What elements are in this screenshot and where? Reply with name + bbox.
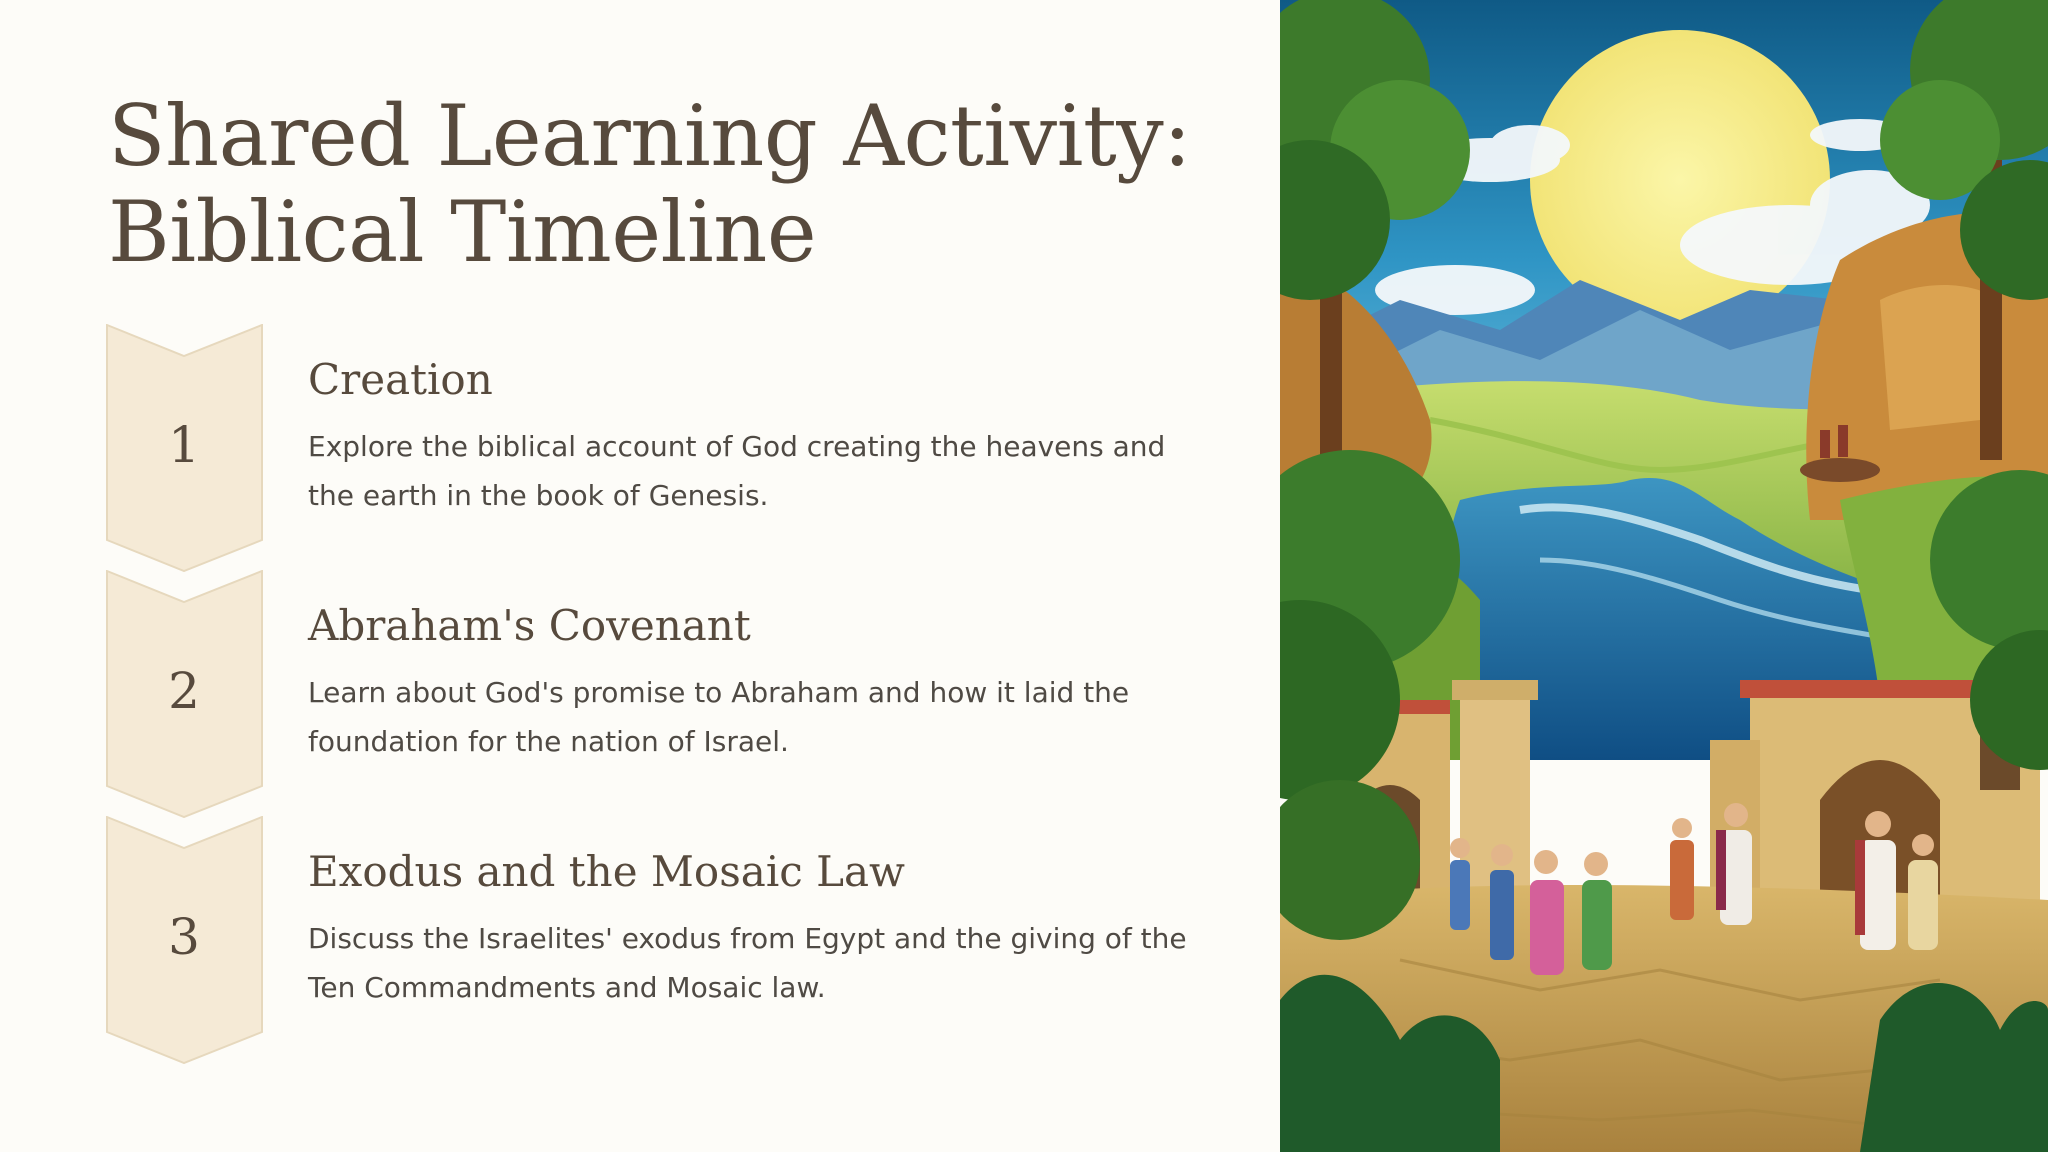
title-line-2: Biblical Timeline xyxy=(108,183,817,281)
step-title: Abraham's Covenant xyxy=(308,601,751,650)
step-description: Discuss the Israelites' exodus from Egypt and the giving of the Ten Commandments and Mosaic law. xyxy=(308,922,1187,1004)
step-description: Learn about God's promise to Abraham and how it laid the foundation for the nation of Israel. xyxy=(308,676,1130,758)
timeline-step-1 xyxy=(106,324,1206,570)
illustration-image xyxy=(1280,0,2048,1152)
title-line-1: Shared Learning Activity: xyxy=(108,87,1191,185)
step-description: Explore the biblical account of God creating the heavens and the earth in the book of Genesis. xyxy=(308,430,1166,512)
timeline-step-3 xyxy=(106,816,1206,1062)
biblical-village-illustration xyxy=(1280,0,2048,1152)
step-title: Creation xyxy=(308,355,493,404)
timeline-step-2 xyxy=(106,570,1206,816)
step-number: 3 xyxy=(168,908,200,966)
slide-title xyxy=(108,88,1248,280)
step-title: Exodus and the Mosaic Law xyxy=(308,847,906,896)
step-number: 1 xyxy=(168,416,200,474)
step-number: 2 xyxy=(168,662,200,720)
